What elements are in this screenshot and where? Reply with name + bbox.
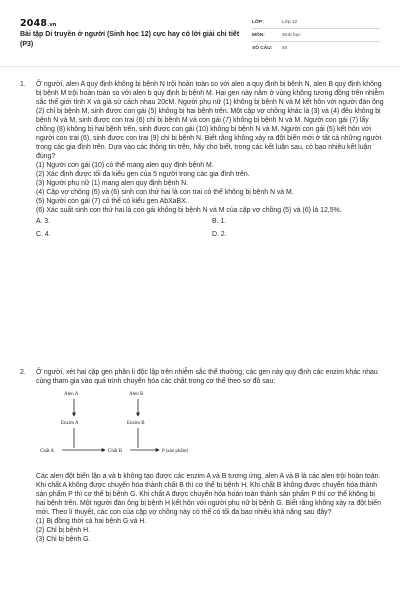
statement: (5) Người con gái (7) có thể có kiểu gen AbXaBX. [36, 198, 188, 205]
answer-option-c[interactable]: C. 4. [36, 231, 51, 238]
statement: (3) Chỉ bị bệnh G. [36, 536, 91, 543]
allele-a-label: Alen A [64, 392, 79, 397]
logo-text: 2048 [20, 18, 48, 29]
statement: (3) Người phụ nữ (1) mang alen quy định bệnh N. [36, 180, 189, 187]
meta-divider [252, 41, 380, 42]
meta-value: Lớp 12 [282, 20, 298, 25]
answer-option-a[interactable]: A. 3. [36, 218, 51, 225]
logo-suffix: .vn [47, 22, 57, 28]
header-divider [0, 66, 400, 67]
meta-label: LỚP: [252, 20, 264, 25]
header [0, 0, 400, 64]
question-text: Các alen đột biến lặn a và b không tạo được các enzim A và B tương ứng, alen A và B là các alen trội hoàn toàn. Khi chất A không được chuyển hóa thành chất B thì cơ thể bị bệnh H. Khi chất B không được chuyển hóa thành sản phẩm P thì cơ thể bị bệnh G. Khi chất A được chuyển hóa hoàn toàn thành sản phẩm P thì cơ thể không bị hai bệnh trên. Một người đàn ông bị bệnh H kết hôn với người phụ nữ bị bệnh G. Biết rằng không xảy ra đột biến mới. Theo lí thuyết, các con của cặp vợ chồng này có thể có tối đa bao nhiêu khả năng sau đây? [36, 473, 381, 516]
meta-label: SỐ CÂU: [252, 46, 273, 51]
question-1 [20, 80, 384, 241]
metabolic-pathway-diagram [36, 386, 384, 472]
meta-subject [252, 33, 301, 38]
statement: (4) Cặp vợ chồng (5) và (6) sinh con thứ hai là con trai có thể không bị bệnh N và M. [36, 189, 294, 196]
question-number: 1. [20, 81, 26, 88]
meta-count [252, 46, 287, 51]
statement: (6) Xác suất sinh con thứ hai là con gái không bị bệnh N và M của cặp vợ chồng (5) và (6) là 12,5%. [36, 207, 342, 214]
meta-value: 40 [282, 46, 288, 51]
meta-value: Sinh học [282, 33, 301, 38]
meta-grade [252, 20, 297, 25]
meta-divider [252, 28, 380, 29]
statement: (2) Chỉ bị bệnh H. [36, 527, 91, 534]
question-text: Ở người, xét hai cặp gen phân li độc lập trên nhiễm sắc thể thường, các gen này quy định các enzim khác nhau cùng tham gia vào quá trình chuyển hóa các chất trong cơ thể theo sơ đồ sau: [36, 369, 378, 385]
question-number: 2. [20, 369, 26, 376]
substance-b-label: Chất B [108, 449, 123, 454]
product-label: P (sản phẩm) [162, 449, 189, 454]
substance-a-label: Chất A [40, 449, 55, 454]
statement: (1) Người con gái (10) có thể mang alen quy định bệnh M. [36, 162, 214, 169]
statement: (1) Bị đồng thời cả hai bệnh G và H. [36, 518, 147, 525]
enzyme-b-label: Enzim B [127, 421, 145, 426]
site-logo[interactable] [20, 18, 57, 29]
answer-option-b[interactable]: B. 1. [212, 218, 227, 225]
statement: (2) Xác định được tối đa kiểu gen của 5 người trong các gia đình trên. [36, 171, 250, 178]
question-2 [20, 368, 384, 544]
answer-row [36, 215, 384, 228]
meta-label: MÔN: [252, 33, 265, 38]
pathway-arrows [36, 386, 236, 472]
answer-option-d[interactable]: D. 2. [212, 231, 227, 238]
answer-row [36, 228, 384, 241]
allele-b-label: Alen B [129, 392, 144, 397]
question-text: Ở người, alen A quy định không bị bệnh N trội hoàn toàn so với alen a quy định bị bệnh N, alen B quy định không bị bệnh M trội hoàn toàn so với alen b quy định bị bệnh M. Hai gen này nằm ở vùng không tương đồng trên nhiễm sắc thể giới tính X và giả sử cách nhau 20cM. Người phụ nữ (1) không bị bệnh N và M kết hôn với người đàn ông (2) chỉ bị bệnh M, sinh được con gái (5) không bị hai bệnh trên. Một cặp vợ chồng khác là (3) và (4) đều không bị bệnh N và M, sinh được con trai (6) chỉ bị bệnh M và con gái (7) không bị bệnh N và M. Người con gái (7) lấy chồng (8) không bị hai bệnh trên, sinh được con gái (10) không bị bệnh N và M. Người con gái (5) kết hôn với người con trai (6), sinh được con trai (9) chỉ bị bệnh N. Biết rằng không xảy ra đột biến mới ở tất cả những người trong các gia đình trên. Dựa vào các thông tin trên, hãy cho biết, trong các kết luận sau, có bao nhiêu kết luận đúng? [36, 81, 384, 160]
document-title: Bài tập Di truyền ở người (Sinh học 12) cực hay có lời giải chi tiết (P3) [20, 31, 240, 48]
enzyme-a-label: Enzim A [61, 421, 79, 426]
